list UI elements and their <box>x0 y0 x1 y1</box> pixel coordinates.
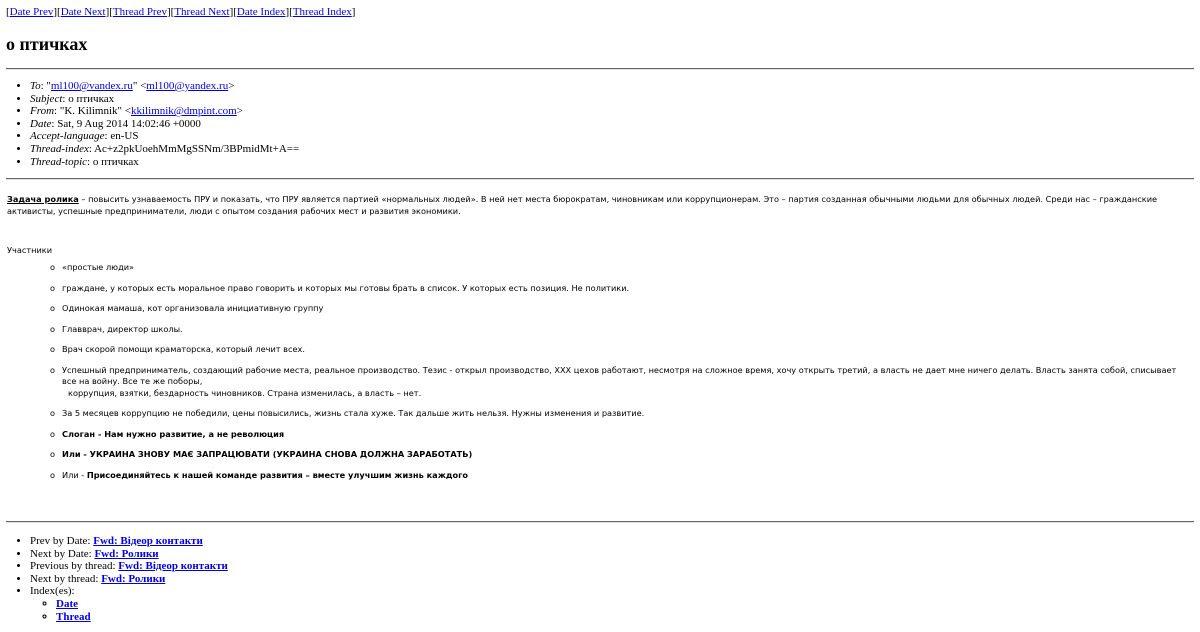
top-navigation: [Date Prev][Date Next][Thread Prev][Thread Next][Date Index][Thread Index] <box>6 6 356 18</box>
header-accept-language: • Accept-language: en-US <box>30 130 299 143</box>
bullet-icon: o <box>50 282 56 293</box>
slogan-alt-item: o Или - Присоединяйтесь к нашей команде развития – вместе улучшим жизнь каждого <box>50 469 468 480</box>
to-name-link[interactable]: ml100@vandex.ru <box>50 80 133 92</box>
bullet-icon: o <box>50 262 56 272</box>
message-body <box>7 194 1193 217</box>
bullet-icon: o <box>50 303 56 313</box>
page-title: о птичках <box>6 34 88 54</box>
prev-by-date: • Prev by Date: Fwd: Відеор контакти <box>30 535 228 548</box>
list-item: o Врач скорой помощи краматорска, который лечит всех. <box>50 344 305 354</box>
list-item: o За 5 месяцев коррупцию не победили, цены повысились, жизнь стала хуже. Так дальше жить нельзя. Нужны изменения и развитие. <box>50 408 645 418</box>
message-headers <box>14 80 299 168</box>
list-item: o Одинокая мамаша, кот организовала инициативную группу <box>50 303 324 313</box>
to-email-link[interactable]: ml100@yandex.ru <box>146 80 229 92</box>
index-date-link[interactable]: Date <box>56 597 78 610</box>
date-prev-link[interactable]: Date Prev <box>9 6 54 18</box>
list-item: o Главврач, директор школы. <box>50 323 183 334</box>
participants-label: Участники <box>7 245 53 255</box>
prev-by-date-link[interactable]: Fwd: Відеор контакти <box>93 535 203 547</box>
header-thread-topic: • Thread-topic: о птичках <box>30 156 299 169</box>
lead-label: Задача ролика <box>7 194 79 204</box>
date-index-link[interactable]: Date Index <box>236 6 286 18</box>
index-date-item <box>56 598 228 611</box>
list-item: o «простые люди» <box>50 262 135 272</box>
thread-index-link[interactable]: Thread Index <box>292 6 352 18</box>
from-email-link[interactable]: kkilimnik@dmpint.com <box>130 105 237 118</box>
header-subject: • Subject: о птичках <box>30 93 299 106</box>
footer-navigation <box>14 535 228 623</box>
bullet-icon: o <box>50 449 56 459</box>
bullet-icon: o <box>50 344 56 354</box>
header-to: • To: "ml100@vandex.ru" <ml100@yandex.ru> <box>30 80 299 93</box>
divider <box>6 521 1194 523</box>
list-item: o Успешный предприниматель, создающий рабочие места, реальное производство. Тезис - открыл производство, ХХХ цехов работают, несмотря на сложное время, хочу открыть третий, а власть не дает мне ничего делать. Власть занята собой, списывает все на войну. Все те же поборы, коррупция, взятки, бездарность чиновников. Страна изменилась, а власть – нет. <box>50 364 1177 398</box>
lead-paragraph: Задача ролика – повысить узнаваемость ПРУ и показать, что ПРУ является партией «нормальных людей». В ней нет места бюрократам, чиновникам или коррупционерам. Это – партия созданная обычными людьми для обычных людей. Среди нас – гражданские активисты, успешные предприниматели, люди с опытом создания рабочих мест и развития экономики. <box>7 194 1158 216</box>
divider <box>6 178 1194 180</box>
index-list <box>30 598 228 623</box>
header-from: • From: "K. Kilimnik" <kkilimnik@dmpint.com> <box>30 105 299 118</box>
header-date: • Date: Sat, 9 Aug 2014 14:02:46 +0000 <box>30 118 299 131</box>
header-thread-index: • Thread-index: Ac+z2pkUoehMmMgSSNm/3BPmidMt+A== <box>30 143 299 156</box>
index-thread-item <box>56 611 228 624</box>
bullet-icon: o <box>50 364 56 375</box>
index-thread-link[interactable]: Thread <box>56 610 91 623</box>
list-item: o граждане, у которых есть моральное право говорить и которых мы готовы брать в список. У которых есть позиция. Не политики. <box>50 282 630 293</box>
thread-next-link[interactable]: Thread Next <box>174 6 230 18</box>
thread-prev-link[interactable]: Thread Prev <box>112 6 167 18</box>
divider <box>6 68 1194 70</box>
participants-list <box>50 262 1190 481</box>
slogan-item: o Слоган - Нам нужно развитие, а не революция <box>50 428 285 439</box>
prev-by-thread: • Previous by thread: Fwd: Відеор контакти <box>30 560 228 573</box>
slogan-alt-item: o Или - УКРАИНА ЗНОВУ МАЄ ЗАПРАЦЮВАТИ (УКРАИНА СНОВА ДОЛЖНА ЗАРАБОТАТЬ) <box>50 449 473 459</box>
bullet-icon: o <box>50 469 56 480</box>
date-next-link[interactable]: Date Next <box>60 6 106 18</box>
next-by-date-link[interactable]: Fwd: Ролики <box>94 547 159 560</box>
next-by-thread-link[interactable]: Fwd: Ролики <box>101 572 166 585</box>
indexes: • Index(es): ◦ Date ◦ Thread <box>30 585 228 623</box>
prev-by-thread-link[interactable]: Fwd: Відеор контакти <box>118 560 228 573</box>
bullet-icon: o <box>50 428 56 439</box>
next-by-date: • Next by Date: Fwd: Ролики <box>30 548 228 561</box>
next-by-thread: • Next by thread: Fwd: Ролики <box>30 573 228 586</box>
bullet-icon: o <box>50 323 56 334</box>
bullet-icon: o <box>50 408 56 418</box>
